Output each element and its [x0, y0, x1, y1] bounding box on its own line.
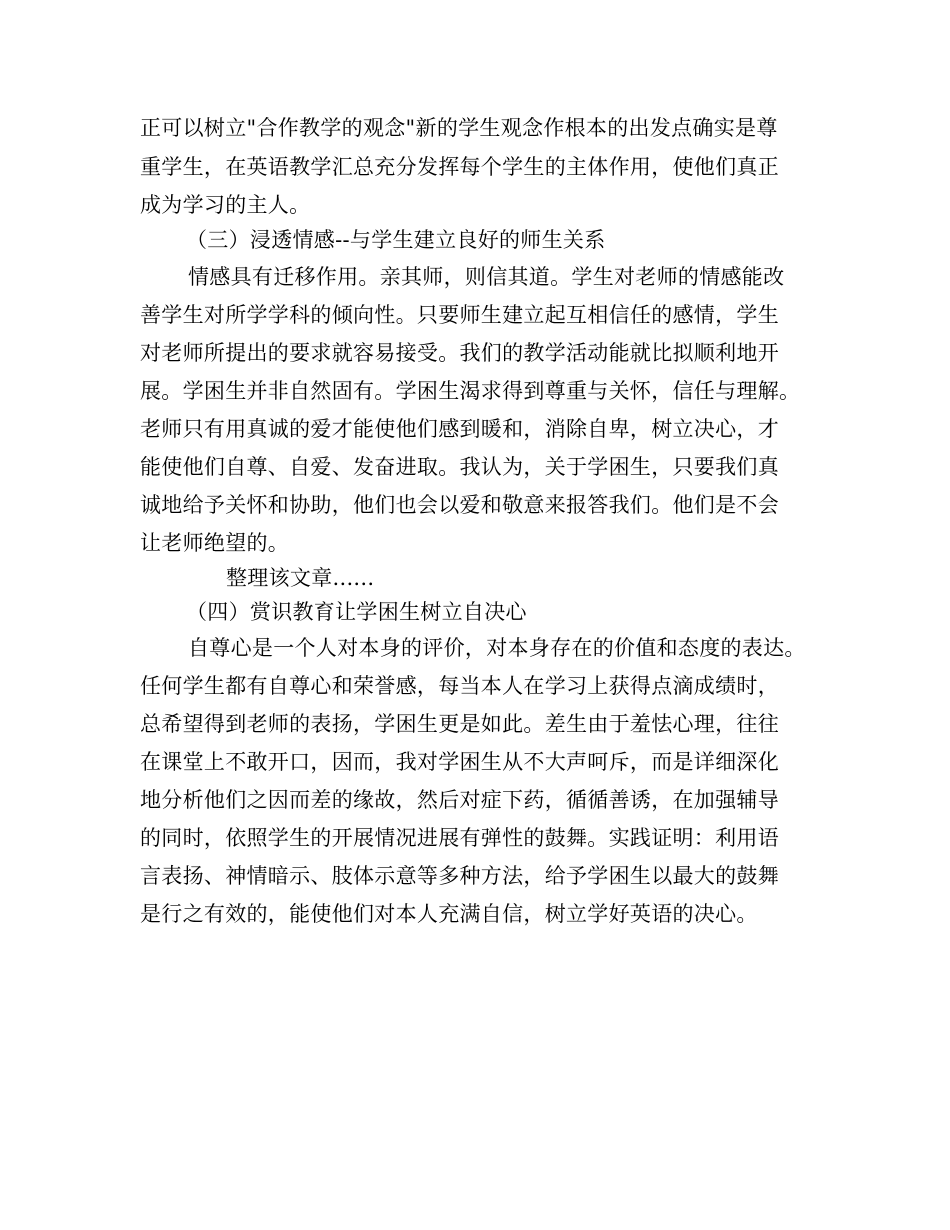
- paragraph-1-line-2: 重学生，在英语教学汇总充分发挥每个学生的主体作用，使他们真正: [140, 155, 779, 179]
- paragraph-3-line-3: 总希望得到老师的表扬，学困生更是如此。差生由于羞怯心理，往往: [140, 712, 779, 736]
- paragraph-2-line-6: 能使他们自尊、自爱、发奋进取。我认为，关于学困生，只要我们真: [140, 455, 779, 479]
- paragraph-3-line-6: 的同时，依照学生的开展情况进展有弹性的鼓舞。实践证明：利用语: [140, 826, 779, 850]
- paragraph-2-line-4: 展。学困生并非自然固有。学困生渴求得到尊重与关怀，信任与理解。: [140, 379, 801, 403]
- paragraph-1-line-1: 正可以树立"合作教学的观念"新的学生观念作根本的出发点确实是尊: [140, 116, 778, 140]
- paragraph-3-line-4: 在课堂上不敢开口，因而，我对学困生从不大声呵斥，而是详细深化: [140, 750, 779, 774]
- paragraph-3-line-2: 任何学生都有自尊心和荣誉感，每当本人在学习上获得点滴成绩时，: [140, 674, 779, 698]
- paragraph-1-line-3: 成为学习的主人。: [140, 193, 311, 217]
- paragraph-3-line-1: 自尊心是一个人对本身的评价，对本身存在的价值和态度的表达。: [188, 636, 806, 660]
- section-heading-3: （三）浸透情感--与学生建立良好的师生关系: [186, 228, 606, 252]
- paragraph-2-line-5: 老师只有用真诚的爱才能使他们感到暖和，消除自卑，树立决心，才: [140, 417, 779, 441]
- editor-note: 整理该文章......: [226, 566, 375, 590]
- section-heading-4: （四）赏识教育让学困生树立自决心: [186, 600, 527, 624]
- paragraph-3-line-8: 是行之有效的，能使他们对本人充满自信，树立学好英语的决心。: [140, 902, 758, 926]
- paragraph-2-line-8: 让老师绝望的。: [140, 531, 290, 555]
- paragraph-2-line-1: 情感具有迁移作用。亲其师，则信其道。学生对老师的情感能改: [188, 265, 785, 289]
- paragraph-2-line-3: 对老师所提出的要求就容易接受。我们的教学活动能就比拟顺利地开: [140, 341, 779, 365]
- paragraph-3-line-7: 言表扬、神情暗示、肢体示意等多种方法，给予学困生以最大的鼓舞: [140, 864, 779, 888]
- paragraph-2-line-7: 诚地给予关怀和协助，他们也会以爱和敬意来报答我们。他们是不会: [140, 493, 779, 517]
- paragraph-3-line-5: 地分析他们之因而差的缘故，然后对症下药，循循善诱，在加强辅导: [140, 788, 779, 812]
- paragraph-2-line-2: 善学生对所学学科的倾向性。只要师生建立起互相信任的感情，学生: [140, 303, 779, 327]
